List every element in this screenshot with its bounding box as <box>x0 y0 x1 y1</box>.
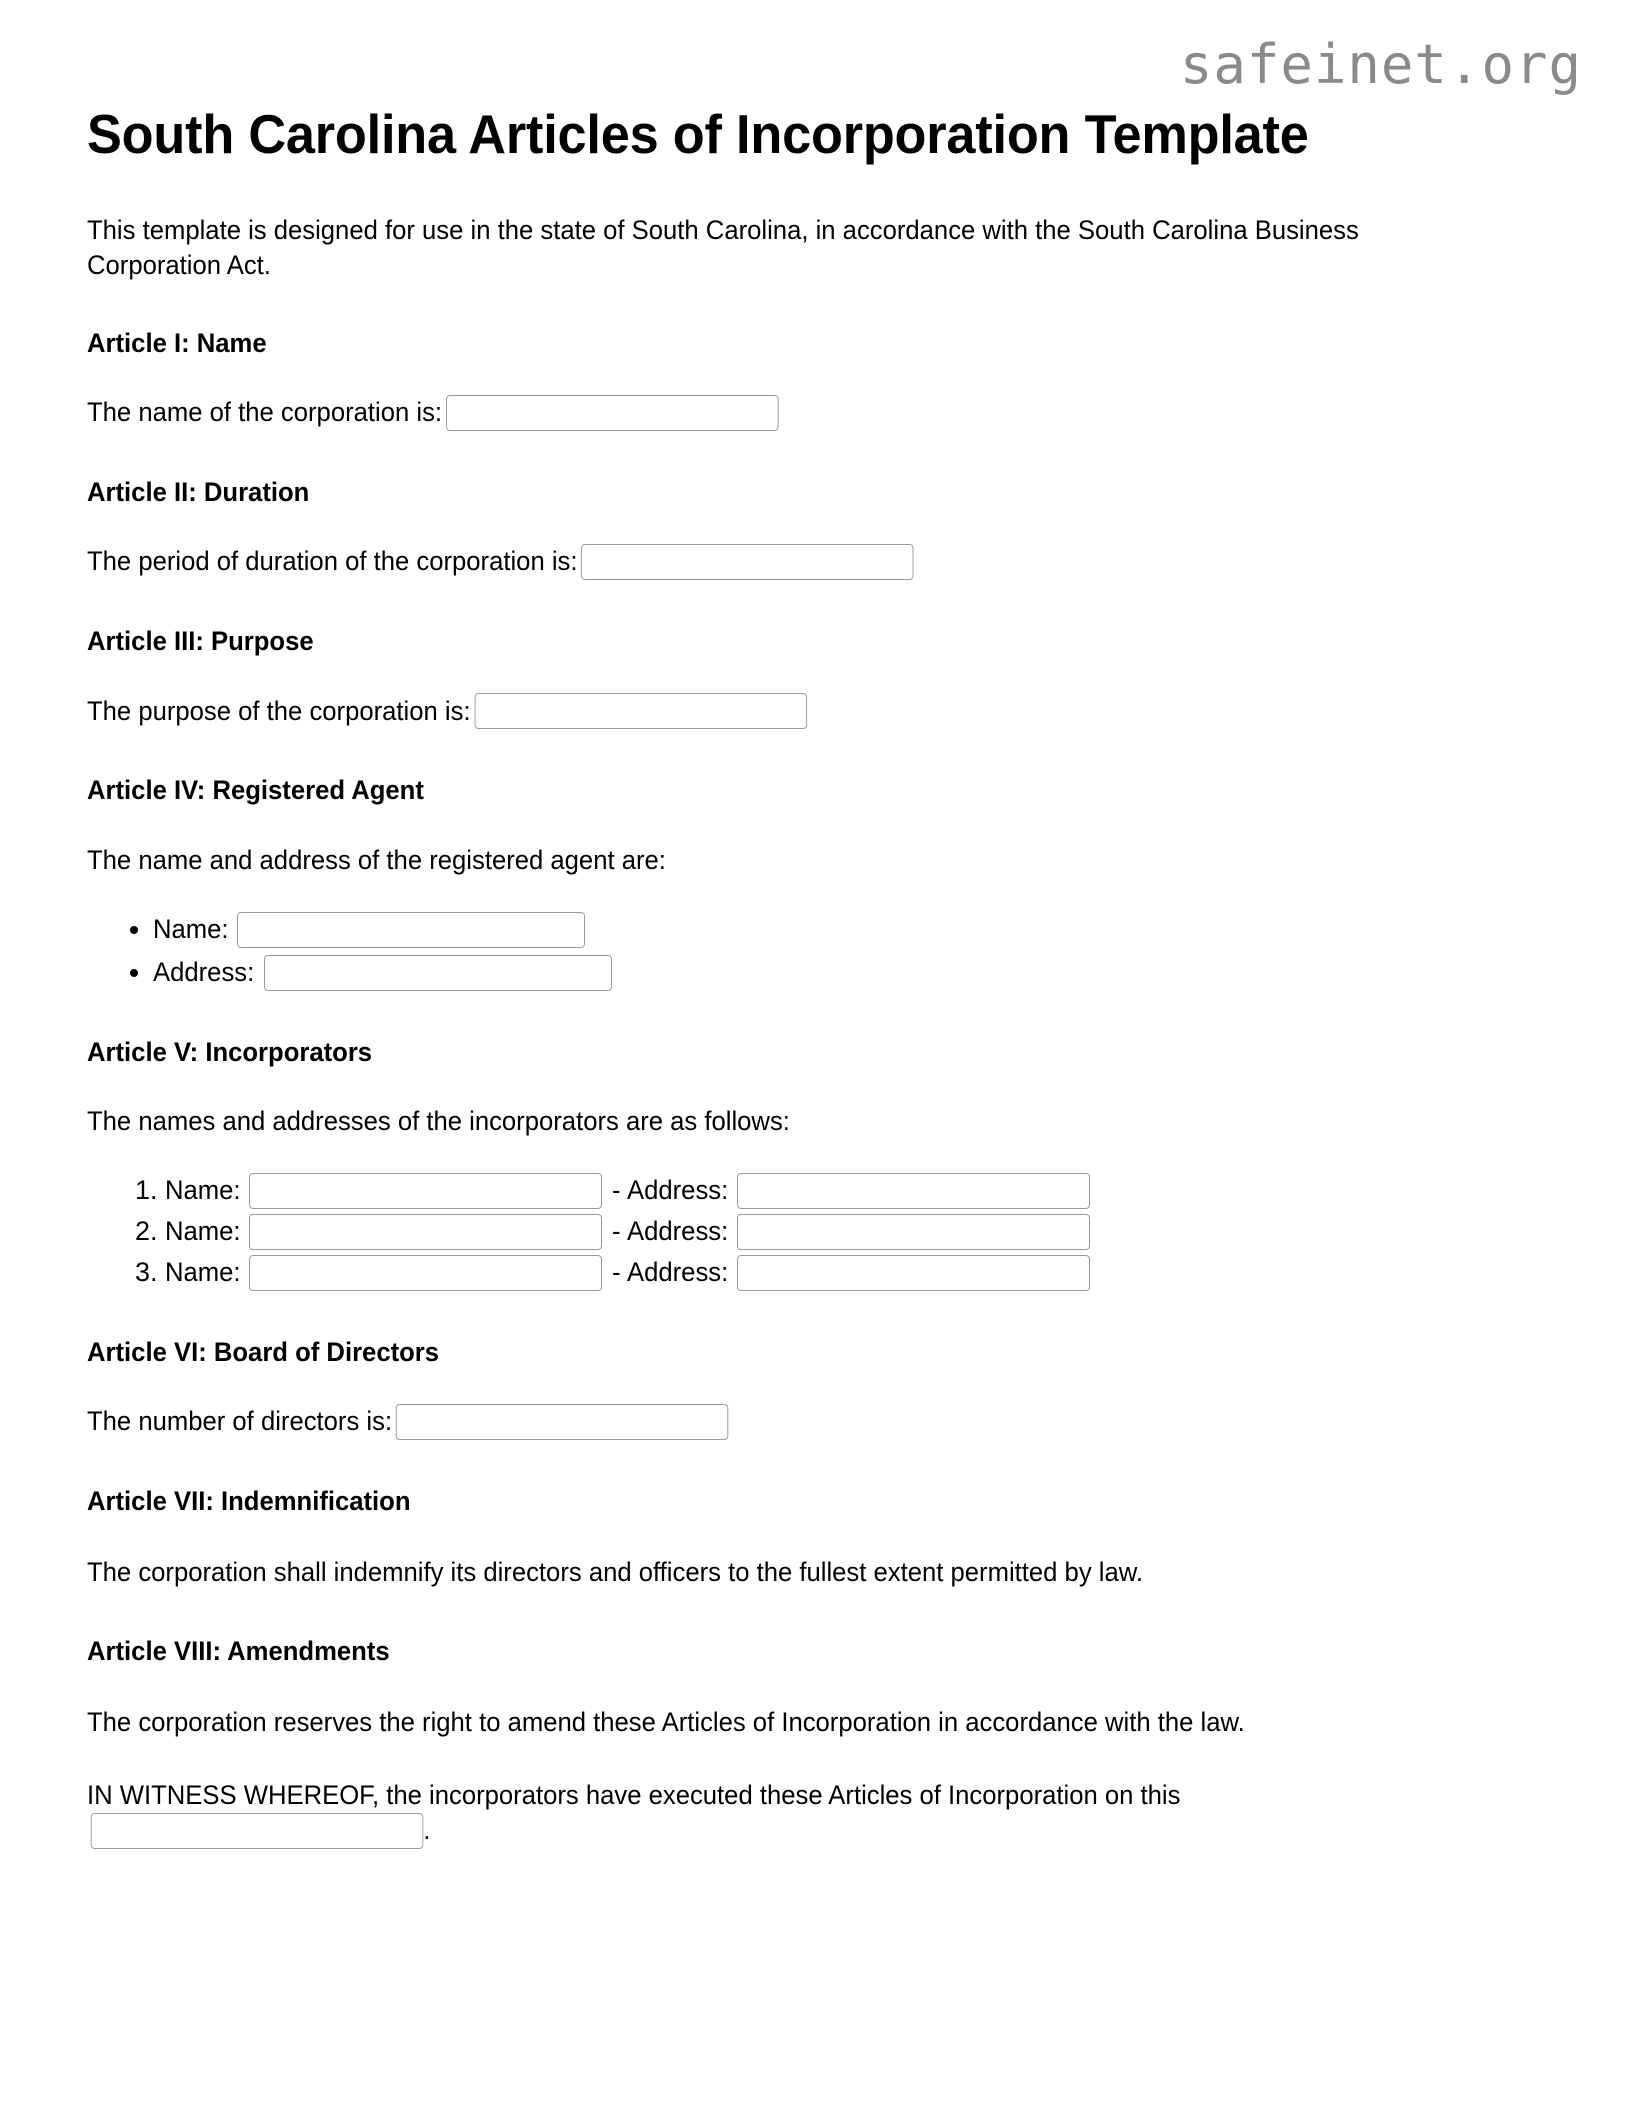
incorporator-1-address-input[interactable] <box>737 1173 1090 1209</box>
duration-input[interactable] <box>581 544 914 580</box>
article-vi-line <box>87 1404 1446 1441</box>
incorporator-name-label: Name: <box>165 1256 241 1287</box>
article-vi-heading: Article VI: Board of Directors <box>87 1336 440 1367</box>
incorporator-address-label: Address: <box>626 1256 728 1287</box>
incorporator-1-name-input[interactable] <box>249 1173 602 1209</box>
agent-name-label: Name: <box>153 913 229 944</box>
incorporator-address-label: Address: <box>626 1175 728 1206</box>
incorporator-3-name-input[interactable] <box>249 1255 602 1291</box>
incorporator-2-name-input[interactable] <box>249 1214 602 1250</box>
agent-address-label: Address: <box>153 956 255 987</box>
article-iii-heading: Article III: Purpose <box>87 626 314 657</box>
page-title: South Carolina Articles of Incorporation Template <box>87 103 1309 165</box>
article-vii-heading: Article VII: Indemnification <box>87 1486 411 1517</box>
witness-text-before: IN WITNESS WHEREOF, the incorporators have executed these Articles of Incorporation on this <box>87 1780 1181 1811</box>
article-v-line: The names and addresses of the incorporators are as follows: <box>87 1106 790 1137</box>
article-iii-label: The purpose of the corporation is: <box>87 695 471 726</box>
list-item <box>153 912 1519 949</box>
incorporator-name-label: Name: <box>165 1216 241 1247</box>
incorporator-separator: - <box>611 1256 621 1287</box>
incorporator-separator: - <box>611 1216 621 1247</box>
article-i-line <box>87 395 1446 432</box>
article-i-label: The name of the corporation is: <box>87 397 443 428</box>
article-iii-line <box>87 694 1446 731</box>
agent-name-input[interactable] <box>237 912 585 948</box>
article-ii-heading: Article II: Duration <box>87 476 310 507</box>
article-i-heading: Article I: Name <box>87 327 267 358</box>
incorporator-name-label: Name: <box>165 1175 241 1206</box>
article-vii-paragraph: The corporation shall indemnify its directors and officers to the fullest extent permitted by law. <box>87 1557 1143 1588</box>
table-row <box>165 1214 1519 1251</box>
intro-paragraph: This template is designed for use in the state of South Carolina, in accordance with the South Carolina Business Corporation Act. <box>87 214 1359 280</box>
incorporator-3-address-input[interactable] <box>737 1255 1090 1291</box>
execution-date-input[interactable] <box>91 1813 424 1849</box>
table-row <box>165 1255 1519 1292</box>
document-content <box>87 104 1519 1850</box>
article-viii-heading: Article VIII: Amendments <box>87 1635 390 1666</box>
article-iv-heading: Article IV: Registered Agent <box>87 775 424 806</box>
purpose-input[interactable] <box>474 693 807 729</box>
article-iv-line: The name and address of the registered agent are: <box>87 844 666 875</box>
site-watermark: safeinet.org <box>1179 33 1582 96</box>
article-vi-label: The number of directors is: <box>87 1406 393 1437</box>
witness-text-after: . <box>423 1815 431 1846</box>
number-of-directors-input[interactable] <box>396 1404 729 1440</box>
witness-paragraph <box>87 1778 1446 1850</box>
registered-agent-list <box>87 912 1519 992</box>
article-viii-paragraph: The corporation reserves the right to amend these Articles of Incorporation in accordance with the law. <box>87 1706 1245 1737</box>
table-row <box>165 1173 1519 1210</box>
article-ii-line <box>87 544 1446 581</box>
article-v-heading: Article V: Incorporators <box>87 1036 373 1067</box>
incorporators-list <box>87 1173 1519 1292</box>
incorporator-address-label: Address: <box>626 1216 728 1247</box>
agent-address-input[interactable] <box>264 955 612 991</box>
corporation-name-input[interactable] <box>446 395 778 431</box>
incorporator-separator: - <box>611 1175 621 1206</box>
incorporator-2-address-input[interactable] <box>737 1214 1090 1250</box>
article-ii-label: The period of duration of the corporation is: <box>87 546 578 577</box>
list-item <box>153 955 1519 992</box>
